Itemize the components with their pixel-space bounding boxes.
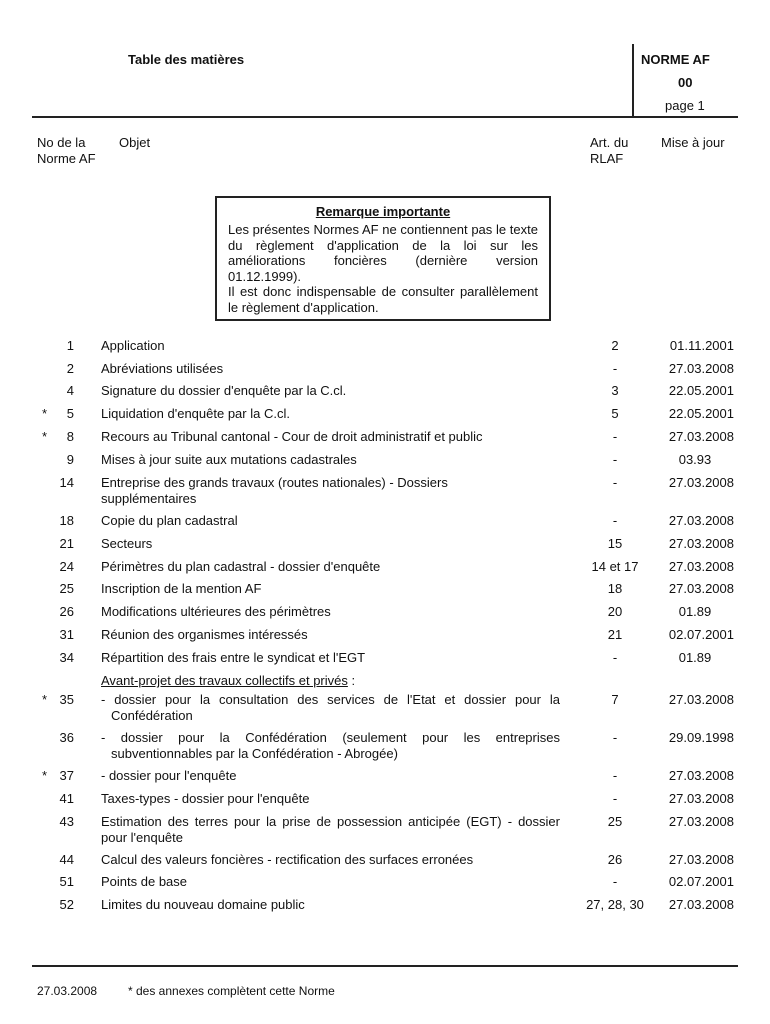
art-cell: 26	[607, 852, 623, 867]
maj-cell: 22.05.2001	[668, 406, 734, 421]
maj-cell: 27.03.2008	[668, 475, 734, 490]
maj-cell: 02.07.2001	[668, 627, 734, 642]
page-number: page 1	[665, 98, 705, 113]
remark-body	[228, 222, 538, 315]
art-cell: -	[612, 730, 618, 745]
maj-cell: 27.03.2008	[668, 897, 734, 912]
objet-cell: Recours au Tribunal cantonal - Cour de droit administratif et public	[101, 429, 483, 444]
art-cell: 20	[607, 604, 623, 619]
header-vertical-divider	[632, 44, 634, 116]
maj-cell: 27.03.2008	[668, 852, 734, 867]
art-cell: -	[612, 768, 618, 783]
norm-number-cell: 21	[59, 536, 74, 551]
art-cell: -	[612, 452, 618, 467]
norm-number-cell: 5	[66, 406, 74, 421]
column-header-art-line2: RLAF	[590, 151, 624, 166]
objet-cell: Calcul des valeurs foncières - rectification des surfaces erronées	[101, 852, 474, 867]
art-cell: -	[612, 513, 618, 528]
maj-cell: 01.11.2001	[669, 338, 734, 353]
section-heading	[101, 673, 355, 689]
objet-cell: Modifications ultérieures des périmètres	[101, 604, 331, 619]
norm-number-cell: 44	[59, 852, 74, 867]
annex-star: *	[42, 768, 48, 783]
art-cell: 21	[607, 627, 623, 642]
maj-cell: 27.03.2008	[668, 814, 734, 829]
norm-number-cell: 24	[59, 559, 74, 574]
maj-cell: 02.07.2001	[668, 874, 734, 889]
objet-cell: Copie du plan cadastral	[101, 513, 238, 528]
maj-cell: 27.03.2008	[668, 513, 734, 528]
art-cell: 27, 28, 30	[586, 897, 644, 912]
maj-cell: 27.03.2008	[668, 581, 734, 596]
objet-cell: Points de base	[101, 874, 188, 889]
art-cell: -	[612, 791, 618, 806]
norm-number-cell: 1	[66, 338, 74, 353]
art-cell: 7	[611, 692, 619, 707]
column-header-objet: Objet	[119, 135, 151, 150]
objet-cell: Taxes-types - dossier pour l'enquête	[101, 791, 310, 806]
objet-cell: Entreprise des grands travaux (routes nationales) - Dossiers supplémentaires	[101, 475, 448, 506]
norm-number-cell: 4	[66, 383, 74, 398]
art-cell: -	[612, 650, 618, 665]
objet-cell: Estimation des terres pour la prise de possession anticipée (EGT) - dossier pour l'enquête	[101, 814, 560, 845]
norm-number-cell: 25	[59, 581, 74, 596]
objet-cell: - dossier pour la Confédération (seulement pour les entreprises subventionnables par la Confédération - Abrogée)	[101, 730, 560, 761]
norm-number-cell: 41	[59, 791, 74, 806]
objet-cell: Limites du nouveau domaine public	[101, 897, 305, 912]
column-header-art	[590, 135, 628, 167]
objet-cell: Périmètres du plan cadastral - dossier d'enquête	[101, 559, 381, 574]
column-header-art-line1: Art. du	[590, 135, 629, 150]
norm-number-cell: 18	[59, 513, 74, 528]
norm-number-cell: 31	[59, 627, 74, 642]
maj-cell: 27.03.2008	[668, 429, 734, 444]
column-header-maj: Mise à jour	[661, 135, 725, 150]
art-cell: -	[612, 475, 618, 490]
maj-cell: 03.93	[678, 452, 712, 467]
objet-cell: Répartition des frais entre le syndicat et l'EGT	[101, 650, 366, 665]
section-heading-suffix: :	[347, 673, 356, 688]
section-heading-text: Avant-projet des travaux collectifs et privés	[101, 673, 348, 688]
maj-cell: 01.89	[678, 604, 712, 619]
maj-cell: 27.03.2008	[668, 536, 734, 551]
art-cell: 5	[611, 406, 619, 421]
norm-number-cell: 26	[59, 604, 74, 619]
footer-divider	[32, 965, 738, 967]
norm-number-cell: 52	[59, 897, 74, 912]
maj-cell: 27.03.2008	[668, 791, 734, 806]
remark-paragraph-2: Il est donc indispensable de consulter parallèlement le règlement d'application.	[228, 284, 538, 315]
objet-cell: Signature du dossier d'enquête par la C.cl.	[101, 383, 347, 398]
annex-star: *	[42, 406, 48, 421]
art-cell: 25	[607, 814, 623, 829]
objet-cell: - dossier pour la consultation des services de l'Etat et dossier pour la Confédération	[101, 692, 560, 723]
objet-cell: Abréviations utilisées	[101, 361, 224, 376]
norm-number-cell: 43	[59, 814, 74, 829]
art-cell: 15	[607, 536, 623, 551]
document-title: Table des matières	[128, 52, 245, 67]
norm-number-cell: 51	[59, 874, 74, 889]
annex-star: *	[42, 429, 48, 444]
norm-number-cell: 35	[59, 692, 74, 707]
objet-cell: Mises à jour suite aux mutations cadastrales	[101, 452, 357, 467]
art-cell: 18	[607, 581, 623, 596]
column-header-no	[37, 135, 96, 167]
column-header-no-line2: Norme AF	[37, 151, 96, 166]
footer-date: 27.03.2008	[37, 984, 98, 998]
objet-cell: - dossier pour l'enquête	[101, 768, 237, 783]
remark-paragraph-1: Les présentes Normes AF ne contiennent pas le texte du règlement d'application de la loi sur les améliorations foncières (dernière version 01.12.1999).	[228, 222, 538, 284]
objet-cell: Application	[101, 338, 165, 353]
column-header-no-line1: No de la	[37, 135, 86, 150]
footer-note: * des annexes complètent cette Norme	[128, 984, 335, 998]
norm-number-cell: 36	[59, 730, 74, 745]
norm-number-cell: 8	[66, 429, 74, 444]
objet-cell: Inscription de la mention AF	[101, 581, 262, 596]
art-cell: -	[612, 361, 618, 376]
norm-number: 00	[678, 75, 693, 90]
maj-cell: 27.03.2008	[668, 768, 734, 783]
art-cell: 14 et 17	[591, 559, 639, 574]
remark-title: Remarque importante	[315, 204, 451, 219]
art-cell: 2	[611, 338, 619, 353]
norm-number-cell: 9	[66, 452, 74, 467]
maj-cell: 22.05.2001	[668, 383, 734, 398]
norm-number-cell: 2	[66, 361, 74, 376]
maj-cell: 29.09.1998	[668, 730, 734, 745]
header-horizontal-divider	[32, 116, 738, 118]
art-cell: -	[612, 429, 618, 444]
objet-cell: Liquidation d'enquête par la C.cl.	[101, 406, 290, 421]
art-cell: 3	[611, 383, 619, 398]
maj-cell: 01.89	[678, 650, 712, 665]
maj-cell: 27.03.2008	[668, 692, 734, 707]
objet-cell: Secteurs	[101, 536, 153, 551]
objet-cell: Réunion des organismes intéressés	[101, 627, 308, 642]
norm-number-cell: 14	[59, 475, 74, 490]
maj-cell: 27.03.2008	[668, 559, 734, 574]
annex-star: *	[42, 692, 48, 707]
norm-label: NORME AF	[641, 52, 710, 67]
remark-box	[215, 196, 551, 321]
art-cell: -	[612, 874, 618, 889]
norm-number-cell: 37	[59, 768, 74, 783]
norm-number-cell: 34	[59, 650, 74, 665]
maj-cell: 27.03.2008	[668, 361, 734, 376]
